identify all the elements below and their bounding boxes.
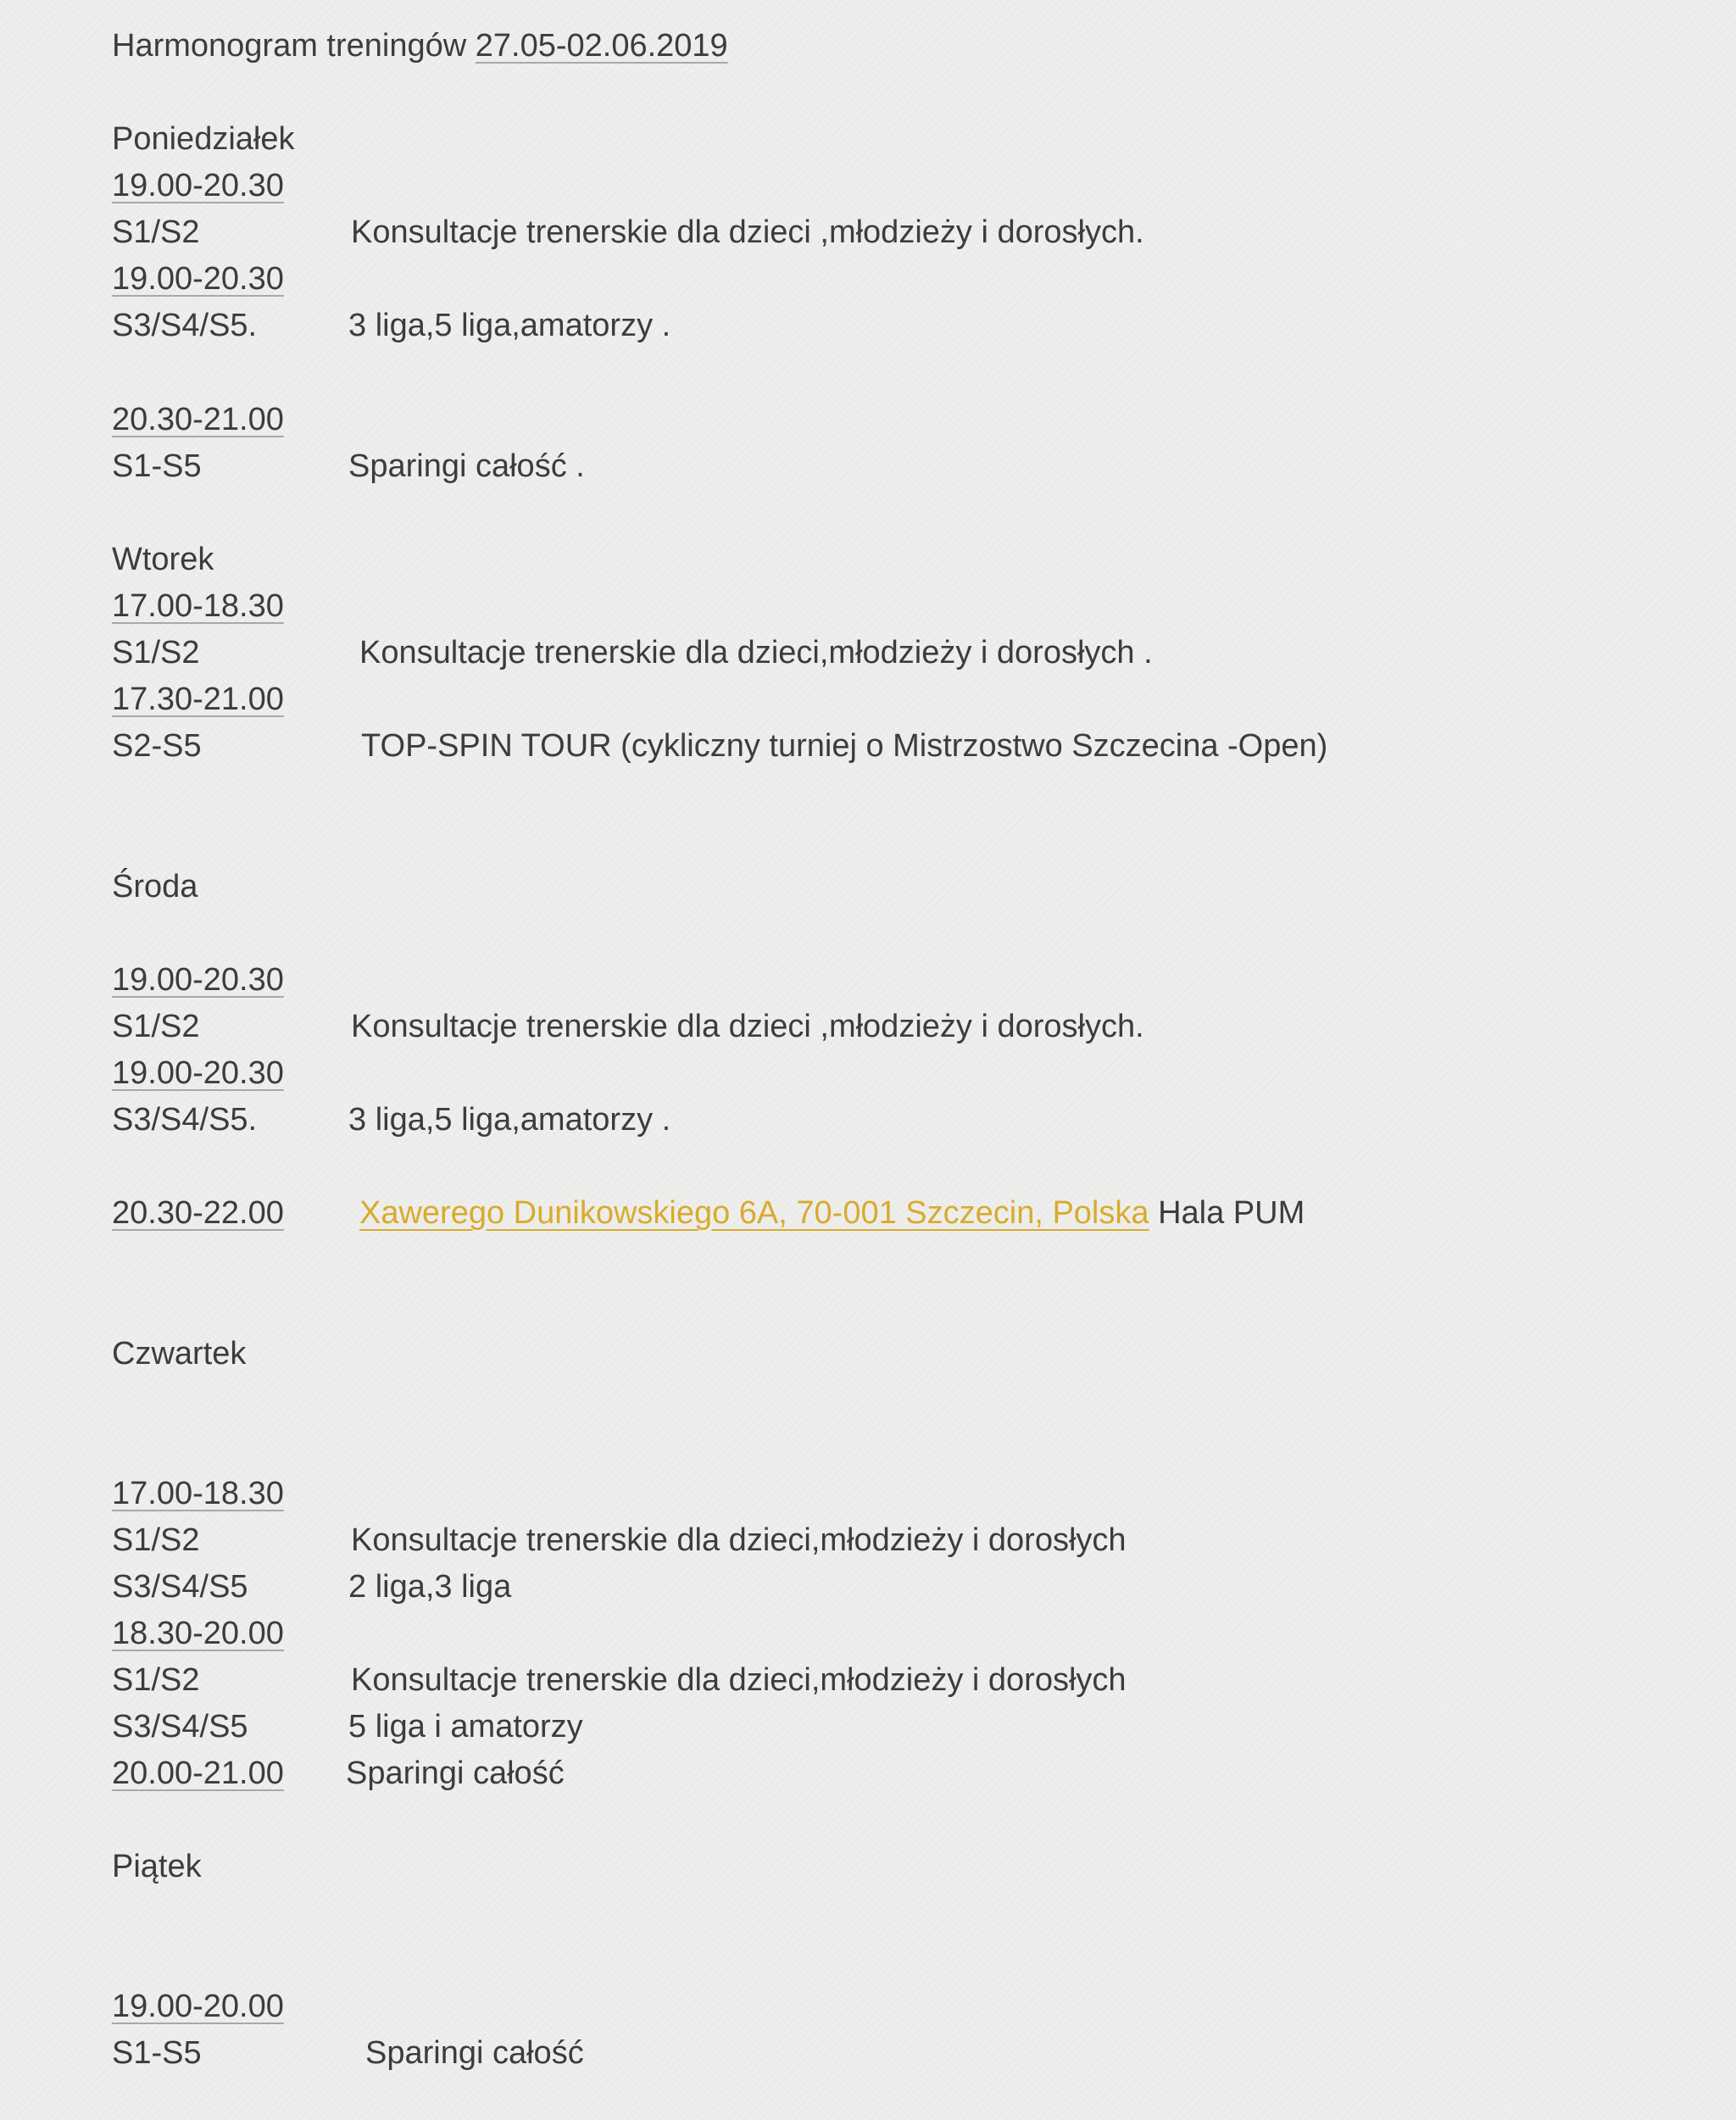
- day-heading-tuesday: Wtorek: [112, 542, 214, 577]
- session-description: Sparingi całość: [346, 1756, 565, 1791]
- session-description: TOP-SPIN TOUR (cykliczny turniej o Mistrzostwo Szczecina -Open): [361, 728, 1328, 764]
- time-slot[interactable]: 18.30-20.00: [112, 1616, 284, 1651]
- session-description: Konsultacje trenerskie dla dzieci ,młodzieży i dorosłych.: [351, 1009, 1144, 1044]
- day-heading-thursday: Czwartek: [112, 1336, 247, 1372]
- day-heading-monday: Poniedziałek: [112, 121, 295, 157]
- time-slot[interactable]: 19.00-20.30: [112, 168, 284, 203]
- address-link[interactable]: Xawerego Dunikowskiego 6A, 70-001 Szczecin, Polska: [359, 1195, 1149, 1231]
- courts-label: S1/S2: [112, 1009, 200, 1044]
- courts-label: S3/S4/S5.: [112, 1102, 258, 1138]
- time-slot[interactable]: 19.00-20.30: [112, 1055, 284, 1091]
- document-title: [112, 26, 728, 65]
- session-description: Konsultacje trenerskie dla dzieci,młodzieży i dorosłych: [351, 1522, 1127, 1558]
- session-description: 5 liga i amatorzy: [348, 1709, 583, 1744]
- title-text: Harmonogram treningów: [112, 28, 467, 64]
- time-slot[interactable]: 19.00-20.00: [112, 1989, 284, 2024]
- time-slot[interactable]: 19.00-20.30: [112, 261, 284, 297]
- time-slot[interactable]: 17.00-18.30: [112, 588, 284, 624]
- date-range[interactable]: 27.05-02.06.2019: [475, 28, 728, 64]
- venue-name: Hala PUM: [1158, 1195, 1305, 1231]
- time-slot[interactable]: 20.30-21.00: [112, 402, 284, 437]
- courts-label: S3/S4/S5: [112, 1709, 248, 1744]
- courts-label: S1-S5: [112, 2035, 202, 2071]
- day-heading-friday: Piątek: [112, 1849, 202, 1884]
- time-slot[interactable]: 17.30-21.00: [112, 682, 284, 717]
- courts-label: S1/S2: [112, 1522, 200, 1558]
- time-slot[interactable]: 20.00-21.00: [112, 1756, 284, 1791]
- time-slot[interactable]: 17.00-18.30: [112, 1476, 284, 1511]
- courts-label: S1/S2: [112, 214, 200, 250]
- courts-label: S1-S5: [112, 448, 202, 484]
- day-heading-wednesday: Środa: [112, 869, 198, 904]
- courts-label: S1/S2: [112, 635, 200, 670]
- session-description: Konsultacje trenerskie dla dzieci ,młodzieży i dorosłych.: [351, 214, 1144, 250]
- venue-line: [359, 1194, 1305, 1232]
- courts-label: S3/S4/S5: [112, 1569, 248, 1605]
- session-description: 2 liga,3 liga: [348, 1569, 512, 1605]
- time-slot[interactable]: 20.30-22.00: [112, 1195, 284, 1231]
- time-slot[interactable]: 19.00-20.30: [112, 962, 284, 998]
- session-description: 3 liga,5 liga,amatorzy .: [348, 308, 671, 343]
- session-description: Konsultacje trenerskie dla dzieci,młodzieży i dorosłych .: [359, 635, 1153, 670]
- session-description: Sparingi całość .: [348, 448, 585, 484]
- session-description: Konsultacje trenerskie dla dzieci,młodzieży i dorosłych: [351, 1662, 1127, 1698]
- courts-label: S2-S5: [112, 728, 202, 764]
- courts-label: S3/S4/S5.: [112, 308, 258, 343]
- courts-label: S1/S2: [112, 1662, 200, 1698]
- session-description: 3 liga,5 liga,amatorzy .: [348, 1102, 671, 1138]
- session-description: Sparingi całość: [365, 2035, 584, 2071]
